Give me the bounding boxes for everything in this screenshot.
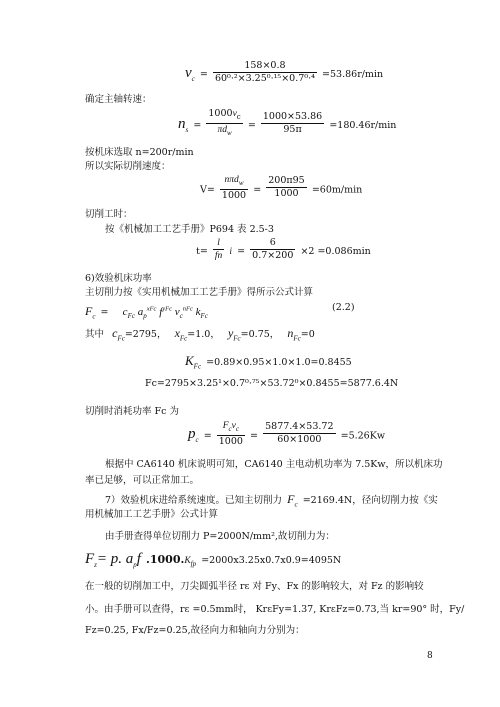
section-6-heading: 6)效验机床功率 bbox=[85, 273, 152, 284]
formula-ns: $n_s$ = $\frac{1000v_c}{\pi d_w}$ = $\frac{1000\times 53.86}{95\pi}$ =180.46r/min bbox=[178, 108, 397, 137]
machine-selection: 按机床选取 n=200r/min bbox=[85, 147, 194, 158]
formula-pc: $p_c$ = $\frac{F_cv_c}{1000}$ = $\frac{5877.4\times 53.72}{60\times 1000}$ =5.26Kw bbox=[188, 421, 385, 447]
spindle-speed-heading: 确定主轴转速： bbox=[85, 94, 152, 105]
equation-number: (2.2) bbox=[332, 302, 355, 313]
main-cutting-force-text: 主切削力按《实用机械加工工艺手册》得所示公式计算 bbox=[85, 287, 314, 298]
page-number: 8 bbox=[427, 651, 433, 661]
formula-v: V= $\frac{n\pi d_w}{1000}$ = $\frac{200\pi 95}{1000}$ =60m/min bbox=[200, 175, 363, 201]
paragraph-feed-1: 7）效验机床进给系统速度。已知主切削力 $F_c =2169.4N$，径向切削力按《实 bbox=[105, 492, 438, 509]
paragraph-ca6140-2: 率已足够，可以正常加工。 bbox=[85, 475, 200, 486]
paragraph-radius-2: 小。由手册可以查得，rε =0.5mm时， KrεFy=1.37, KrεFz=0.73,当 kr=90° 时，Fy/ bbox=[85, 604, 465, 615]
formula-fz: $F_z= p$. $a_pf$ $.1000.K_{fp} =2000x3.25x0.7x0.9=4095N$ bbox=[85, 551, 342, 569]
paragraph-ca6140-1: 根据中 CA6140 机床说明可知，CA6140 主电动机功率为 7.5Kw，所以机床功 bbox=[105, 459, 443, 470]
paragraph-radius-1: 在一般的切削加工中，刀尖圆弧半径 rε 对 Fy、Fx 的影响较大，对 Fz 的影响较 bbox=[85, 581, 424, 592]
formula-t: t= $\frac{l}{fn}$ i = $\frac{6}{0.7\times 200}$ ×2 =0.086min bbox=[196, 237, 371, 261]
formula-fc-result: Fc=2795×3.25¹×0.7⁰·⁷⁵×53.72⁰×0.8455=5877.6.4N bbox=[145, 378, 399, 389]
coefficients-line: 其中 $c_{Fc}=2795$， $x_{Fc}=1.0$， $y_{Fc}=0.75$， $n_{Fc}=0$ bbox=[85, 326, 315, 343]
cutting-time-heading: 切削工时： bbox=[85, 209, 133, 220]
paragraph-feed-2: 用机械加工工艺手册》公式计算 bbox=[85, 509, 219, 520]
actual-speed-heading: 所以实际切削速度： bbox=[85, 161, 171, 172]
formula-vc: $v_c$ = $\frac{158\times 0.8}{\text{60⁰·²×3.25⁰·¹⁵×0.7⁰·⁴}}$ =53.86r/min bbox=[185, 60, 384, 84]
unit-force-text: 由手册查得单位切削力 P=2000N/mm²,故切削力为： bbox=[105, 531, 335, 542]
paragraph-radius-3: Fz=0.25, Fx/Fz=0.25,故径向力和轴向力分别为： bbox=[85, 625, 305, 636]
handbook-reference: 按《机械加工工艺手册》P694 表 2.5-3 bbox=[105, 224, 274, 235]
vc-result: =53.86r/min bbox=[322, 69, 384, 80]
formula-fc-general: $F_c$ = $c_{Fc}$ $a_p^{xFc}$ $f^{yFc}$ $v_c^{nFc}$ $k_{Fc}$ bbox=[85, 304, 208, 321]
power-heading: 切削时消耗功率 Fc 为 bbox=[85, 406, 179, 417]
vc-fraction: $\frac{158\times 0.8}{\text{60⁰·²×3.25⁰·¹⁵×0.7⁰·⁴}}$ bbox=[214, 60, 315, 84]
vc-symbol: $v_c$ bbox=[185, 65, 195, 83]
formula-kfc: $K_{Fc} =0.89\times 0.95\times 1.0\times 1.0=0.8455$ bbox=[185, 353, 352, 371]
